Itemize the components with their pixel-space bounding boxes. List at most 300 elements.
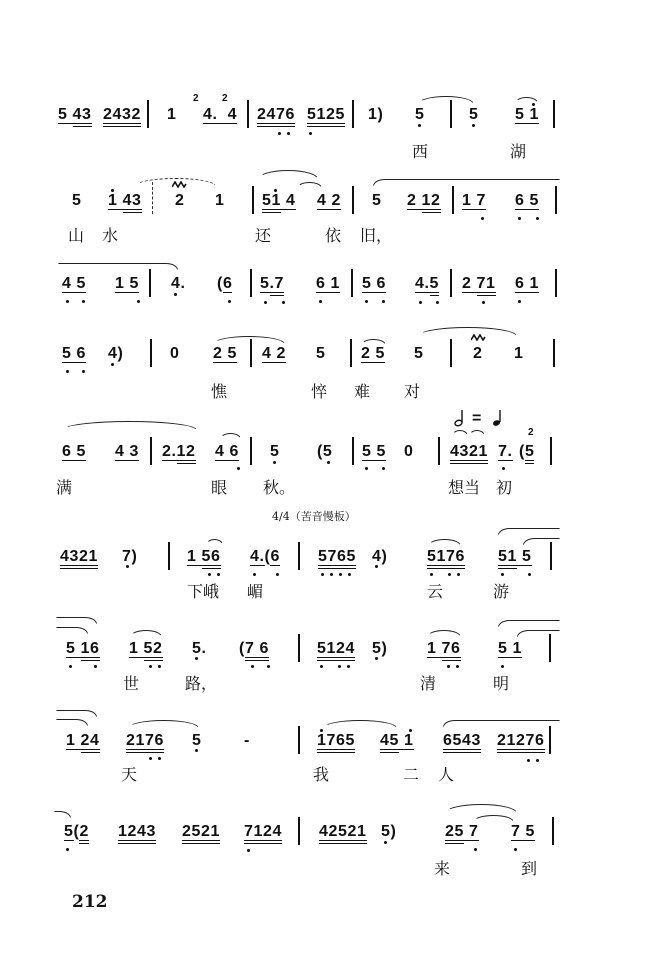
octave-dot-below bbox=[527, 759, 530, 762]
note-part: 43 bbox=[73, 106, 92, 127]
note-group bbox=[362, 444, 386, 460]
octave-dot-below bbox=[217, 573, 220, 576]
note-group bbox=[450, 444, 488, 460]
octave-dot-below bbox=[94, 665, 97, 668]
lyric: 难 bbox=[354, 382, 371, 401]
note-part: ( bbox=[519, 443, 525, 460]
note-group bbox=[250, 549, 280, 565]
note-group bbox=[317, 641, 355, 657]
note-part: 5 bbox=[469, 106, 479, 123]
note-group bbox=[316, 276, 340, 292]
lyric: 游 bbox=[493, 582, 510, 601]
tie-continues bbox=[498, 528, 560, 535]
octave-dot-below bbox=[338, 665, 341, 668]
slur bbox=[418, 327, 517, 336]
tempo-equals: = bbox=[472, 410, 482, 427]
octave-dot-below bbox=[481, 217, 484, 220]
tie-from-previous bbox=[56, 617, 97, 624]
note-part: 12 bbox=[177, 443, 196, 464]
note-part: 5) bbox=[372, 640, 388, 657]
note-part: 2521 bbox=[182, 823, 220, 844]
octave-dot-below bbox=[149, 665, 152, 668]
note-part: 2176 bbox=[126, 732, 164, 753]
slur bbox=[258, 170, 318, 179]
lyric: 二 bbox=[403, 765, 420, 784]
note-group bbox=[108, 193, 142, 209]
note-part: 7) bbox=[122, 548, 138, 565]
barline bbox=[350, 339, 352, 367]
slur bbox=[445, 804, 517, 813]
note-group bbox=[498, 641, 522, 657]
lyric: 云 bbox=[427, 582, 444, 601]
note-part: 1) bbox=[368, 106, 384, 123]
barline bbox=[438, 437, 440, 465]
note-group bbox=[319, 824, 367, 840]
note-part: 5 5 bbox=[362, 443, 387, 460]
barline bbox=[452, 186, 454, 214]
octave-dot-below bbox=[456, 665, 459, 668]
note-group bbox=[215, 193, 225, 209]
note-part: 6 1 bbox=[316, 275, 341, 292]
note-group bbox=[118, 824, 156, 840]
octave-dot-below bbox=[501, 573, 504, 576]
octave-dot-below bbox=[267, 665, 270, 668]
note-part: 76 bbox=[442, 640, 461, 661]
note-part: 5 bbox=[58, 106, 73, 123]
note-part: 2 bbox=[175, 192, 185, 209]
octave-dot-below bbox=[536, 759, 539, 762]
slur bbox=[323, 720, 397, 728]
note-group bbox=[445, 824, 479, 840]
note-part: 25 bbox=[445, 823, 464, 844]
octave-dot-below bbox=[278, 132, 281, 135]
lyric: 悴 bbox=[311, 382, 328, 401]
octave-dot-below bbox=[195, 749, 198, 752]
octave-dot-below bbox=[69, 665, 72, 668]
note-part: ( bbox=[217, 275, 223, 292]
octave-dot-below bbox=[384, 841, 387, 844]
lyric: 憔 bbox=[211, 382, 228, 401]
lyric: 来 bbox=[434, 859, 451, 878]
note-group bbox=[404, 444, 414, 460]
note-group bbox=[514, 346, 524, 362]
note-group bbox=[368, 107, 383, 123]
note-part: 7 6 bbox=[245, 640, 269, 661]
note-part: 6 bbox=[270, 548, 280, 565]
barline bbox=[168, 542, 170, 570]
note-group bbox=[62, 346, 86, 362]
note-group bbox=[372, 641, 387, 657]
octave-dot-below bbox=[66, 300, 69, 303]
tie-from-previous bbox=[56, 710, 97, 717]
note-group bbox=[361, 346, 385, 362]
mordent-icon bbox=[172, 181, 187, 188]
note-part: 56 bbox=[202, 548, 221, 569]
note-part: 7124 bbox=[244, 823, 282, 844]
note-part: 6 bbox=[222, 275, 233, 292]
barline bbox=[150, 437, 152, 465]
note-group bbox=[515, 193, 539, 209]
octave-dot-below bbox=[282, 301, 285, 304]
note-group bbox=[192, 733, 202, 749]
barline bbox=[150, 339, 152, 367]
note-group bbox=[62, 276, 86, 292]
note-group bbox=[171, 276, 186, 292]
octave-dot-above bbox=[409, 729, 412, 732]
barline bbox=[352, 100, 354, 128]
note-group bbox=[72, 193, 82, 209]
note-part: 1 5 bbox=[115, 275, 140, 292]
tie-continues bbox=[523, 538, 560, 545]
slur bbox=[130, 630, 162, 637]
note-part: 2. bbox=[162, 443, 177, 460]
note-group bbox=[462, 193, 486, 209]
note-part: 4. bbox=[171, 275, 186, 292]
octave-dot-below bbox=[251, 665, 254, 668]
note-group bbox=[244, 733, 250, 749]
octave-dot-below bbox=[536, 217, 539, 220]
barline bbox=[552, 817, 554, 845]
note-part: 4321 bbox=[450, 443, 488, 464]
note-group bbox=[262, 346, 286, 362]
lyric: 明 bbox=[493, 674, 510, 693]
note-group bbox=[257, 107, 295, 123]
octave-dot-below bbox=[208, 573, 211, 576]
note-part: 2 bbox=[462, 275, 477, 292]
octave-dot-below bbox=[514, 848, 517, 851]
note-group bbox=[175, 193, 185, 209]
note-part: 2 5 bbox=[361, 345, 386, 362]
note-group bbox=[203, 107, 237, 123]
lyric: 旧， bbox=[360, 226, 393, 245]
note-group bbox=[414, 346, 424, 362]
note-group bbox=[317, 444, 332, 460]
octave-dot-below bbox=[137, 300, 140, 303]
barline bbox=[252, 186, 254, 214]
note-part: 0 bbox=[404, 443, 414, 460]
note-group bbox=[362, 276, 386, 292]
octave-dot-above bbox=[532, 103, 535, 106]
note-part: 5 bbox=[525, 443, 535, 464]
tie-continues bbox=[373, 179, 560, 186]
note-part: 5) bbox=[381, 823, 397, 840]
slur bbox=[473, 815, 514, 822]
barline bbox=[250, 339, 252, 367]
note-part: 6 5 bbox=[62, 443, 87, 460]
lyric: 天 bbox=[121, 765, 138, 784]
note-part: 2 bbox=[407, 192, 422, 209]
barline bbox=[549, 726, 551, 754]
note-part: 1 bbox=[66, 732, 81, 749]
octave-dot-below bbox=[195, 657, 198, 660]
octave-dot-below bbox=[365, 467, 368, 470]
lyric: 人 bbox=[438, 765, 455, 784]
note-group bbox=[381, 824, 396, 840]
octave-dot-above bbox=[320, 729, 323, 732]
slur bbox=[220, 433, 241, 439]
note-part: 5 6 bbox=[362, 275, 387, 292]
barline bbox=[152, 182, 153, 214]
barline bbox=[549, 634, 551, 662]
note-part: 2 bbox=[473, 345, 483, 362]
barline bbox=[450, 339, 452, 367]
octave-dot-below bbox=[264, 301, 267, 304]
note-part: 4. bbox=[250, 548, 265, 565]
note-group bbox=[497, 733, 545, 749]
barline bbox=[555, 269, 557, 297]
note-group bbox=[427, 641, 461, 657]
note-part: 2 5 bbox=[213, 345, 238, 362]
octave-dot-below bbox=[149, 757, 152, 760]
octave-dot-below bbox=[66, 848, 69, 851]
tie-continues bbox=[498, 620, 560, 627]
note-part: 5 bbox=[192, 732, 202, 749]
note-part: (5 bbox=[317, 443, 333, 460]
note-group bbox=[103, 107, 141, 123]
barline bbox=[147, 100, 149, 128]
octave-dot-below bbox=[276, 573, 279, 576]
octave-dot-below bbox=[348, 573, 351, 576]
note-group bbox=[372, 193, 382, 209]
octave-dot-below bbox=[247, 849, 250, 852]
barline bbox=[250, 269, 252, 297]
note-group bbox=[462, 276, 496, 292]
note-group bbox=[66, 733, 100, 749]
octave-dot-below bbox=[382, 467, 385, 470]
note-group bbox=[317, 193, 341, 209]
note-part: 1 bbox=[129, 640, 144, 657]
slur bbox=[469, 430, 485, 436]
note-group bbox=[167, 107, 177, 123]
lyric: 眼 bbox=[211, 478, 228, 497]
note-group bbox=[244, 824, 282, 840]
note-part: 1 bbox=[108, 192, 123, 209]
octave-dot-below bbox=[66, 370, 69, 373]
note-group bbox=[498, 444, 513, 460]
tie-continues bbox=[517, 630, 560, 637]
lyric: 水 bbox=[102, 226, 119, 245]
mordent-icon bbox=[471, 334, 486, 341]
lyric: 西 bbox=[412, 142, 429, 161]
note-part: 7 bbox=[464, 823, 479, 840]
lyric: 嵋 bbox=[247, 582, 264, 601]
note-group bbox=[307, 107, 345, 123]
tie-from-previous bbox=[58, 263, 178, 270]
note-group bbox=[318, 549, 356, 565]
lyric: 我 bbox=[313, 765, 330, 784]
octave-dot-below bbox=[418, 124, 421, 127]
octave-dot-above bbox=[111, 189, 114, 192]
note-group bbox=[60, 549, 98, 565]
note-group bbox=[427, 549, 465, 565]
octave-dot-below bbox=[365, 300, 368, 303]
octave-dot-below bbox=[482, 301, 485, 304]
note-part: 6543 bbox=[443, 732, 481, 753]
octave-dot-below bbox=[347, 665, 350, 668]
note-group bbox=[260, 276, 284, 292]
note-part: 1 bbox=[427, 640, 442, 657]
lyric: 下峨 bbox=[187, 582, 220, 601]
note-group bbox=[372, 549, 387, 565]
note-part: 1 bbox=[187, 548, 202, 565]
note-part: 1 bbox=[215, 192, 225, 209]
note-part: 7 5 bbox=[511, 823, 536, 840]
note-group bbox=[192, 641, 207, 657]
note-part: 4) bbox=[108, 345, 124, 362]
tie-from-previous bbox=[56, 627, 88, 634]
note-group bbox=[217, 276, 232, 292]
grace-note: 2 bbox=[528, 427, 534, 438]
lyric: 想当 bbox=[448, 478, 481, 497]
barline bbox=[550, 437, 552, 465]
note-group bbox=[515, 107, 539, 123]
octave-dot-below bbox=[330, 573, 333, 576]
octave-dot-below bbox=[126, 565, 129, 568]
note-part: 52 bbox=[144, 640, 163, 661]
octave-dot-below bbox=[375, 657, 378, 660]
note-group bbox=[115, 444, 139, 460]
octave-dot-below bbox=[528, 573, 531, 576]
barline bbox=[450, 100, 452, 128]
lyric: 世 bbox=[123, 674, 140, 693]
note-group bbox=[316, 346, 326, 362]
octave-dot-below bbox=[430, 573, 433, 576]
note-group bbox=[415, 276, 439, 292]
octave-dot-below bbox=[375, 565, 378, 568]
octave-dot-below bbox=[309, 132, 312, 135]
note-part: 51 bbox=[262, 192, 281, 213]
barline bbox=[550, 542, 552, 570]
note-part: 4 6 bbox=[215, 443, 240, 460]
note-group bbox=[511, 824, 535, 840]
note-group bbox=[317, 733, 355, 749]
slur bbox=[428, 539, 461, 546]
note-part: 16 bbox=[81, 640, 100, 661]
note-part: 1 bbox=[167, 106, 177, 123]
octave-dot-below bbox=[237, 467, 240, 470]
tie-from-previous bbox=[56, 719, 88, 726]
note-part: 5 bbox=[66, 640, 81, 657]
barline bbox=[298, 634, 300, 662]
note-part: 5 1 bbox=[498, 640, 523, 657]
slur bbox=[62, 421, 197, 430]
note-part: 5 1 bbox=[515, 106, 540, 123]
octave-dot-below bbox=[158, 757, 161, 760]
lyric: 对 bbox=[404, 382, 421, 401]
octave-dot-below bbox=[174, 293, 177, 296]
note-part: 4. bbox=[415, 275, 430, 292]
barline bbox=[250, 437, 252, 465]
note-group bbox=[115, 276, 139, 292]
note-part: 5124 bbox=[317, 640, 355, 661]
octave-dot-below bbox=[82, 370, 85, 373]
note-part: 4 bbox=[281, 192, 296, 209]
barline bbox=[298, 817, 300, 845]
barline bbox=[149, 269, 151, 297]
note-part: ( bbox=[73, 823, 80, 840]
octave-dot-below bbox=[321, 573, 324, 576]
note-group bbox=[108, 346, 123, 362]
note-part: 5 bbox=[72, 192, 82, 209]
note-part: 5 bbox=[430, 275, 440, 296]
barline bbox=[553, 339, 555, 367]
octave-dot-below bbox=[273, 461, 276, 464]
tie-continues bbox=[443, 720, 560, 727]
note-part: 5 bbox=[414, 345, 424, 362]
octave-dot-below bbox=[474, 848, 477, 851]
octave-dot-below bbox=[472, 124, 475, 127]
note-group bbox=[270, 444, 280, 460]
octave-dot-below bbox=[327, 461, 330, 464]
octave-dot-below bbox=[447, 665, 450, 668]
lyric: 满 bbox=[56, 478, 73, 497]
lyric: 初 bbox=[496, 478, 513, 497]
note-part: 5 bbox=[372, 192, 382, 209]
lyric: 依 bbox=[325, 226, 342, 245]
note-part: 5765 bbox=[318, 548, 356, 569]
note-part: 6 1 bbox=[515, 275, 540, 292]
note-group bbox=[469, 107, 479, 123]
note-part: 4 2 bbox=[317, 192, 342, 209]
note-group bbox=[380, 733, 414, 749]
note-group bbox=[515, 276, 539, 292]
tie-from-previous bbox=[54, 811, 71, 818]
note-part: 4 3 bbox=[115, 443, 140, 460]
note-part: 5 bbox=[415, 106, 425, 123]
octave-dot-below bbox=[382, 300, 385, 303]
note-group bbox=[182, 824, 220, 840]
octave-dot-below bbox=[436, 301, 439, 304]
note-part: 1 bbox=[399, 732, 414, 749]
note-group bbox=[162, 444, 196, 460]
note-part: 4) bbox=[372, 548, 388, 565]
note-part: 5 bbox=[64, 823, 74, 840]
octave-dot-below bbox=[319, 300, 322, 303]
slur bbox=[213, 336, 285, 344]
quarter-note-icon bbox=[492, 409, 502, 427]
note-group bbox=[187, 549, 221, 565]
note-part: .7 bbox=[270, 275, 285, 296]
note-group bbox=[170, 346, 180, 362]
octave-dot-below bbox=[339, 573, 342, 576]
note-group bbox=[64, 824, 89, 840]
note-part: 42521 bbox=[319, 823, 367, 844]
note-part: 21276 bbox=[497, 732, 545, 753]
slur bbox=[418, 96, 474, 104]
octave-dot-below bbox=[228, 300, 231, 303]
note-part: 51 bbox=[498, 548, 517, 569]
note-part: 2432 bbox=[103, 106, 141, 127]
octave-dot-below bbox=[502, 467, 505, 470]
note-group bbox=[407, 193, 441, 209]
note-part: ( bbox=[239, 640, 245, 657]
octave-dot-below bbox=[320, 665, 323, 668]
note-group bbox=[498, 549, 532, 565]
note-part: 1765 bbox=[317, 732, 355, 753]
note-group bbox=[443, 733, 481, 749]
note-part: 5. bbox=[192, 640, 207, 657]
note-group bbox=[213, 346, 237, 362]
octave-dot-above bbox=[274, 189, 277, 192]
barline bbox=[298, 726, 300, 754]
note-part: - bbox=[244, 732, 250, 749]
octave-dot-below bbox=[82, 300, 85, 303]
note-group bbox=[239, 641, 269, 657]
octave-dot-below bbox=[457, 573, 460, 576]
lyric: 清 bbox=[420, 674, 437, 693]
lyric: 路， bbox=[185, 674, 218, 693]
note-part: 5 6 bbox=[62, 345, 87, 362]
